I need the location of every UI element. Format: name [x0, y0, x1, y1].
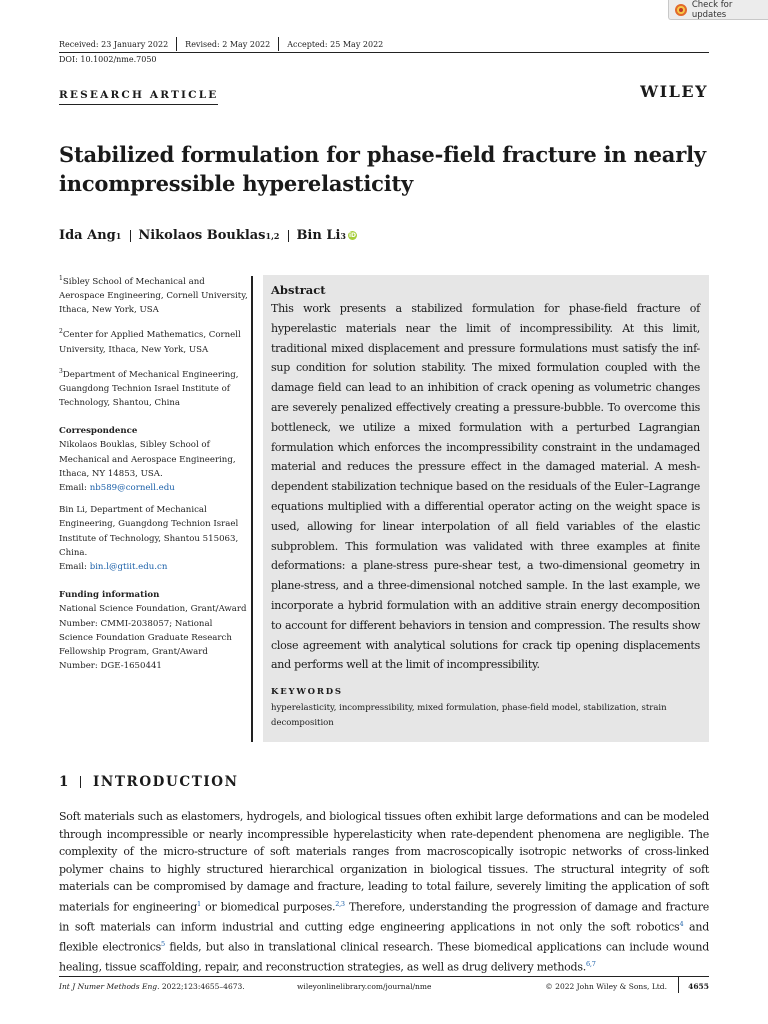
section-heading: [59, 774, 239, 790]
email-link[interactable]: bin.l@gtiit.edu.cn: [89, 562, 168, 573]
citation-ref[interactable]: 4: [679, 919, 684, 928]
intro-text: or biomedical purposes.: [200, 900, 336, 914]
funding-heading: Funding information: [59, 590, 160, 601]
page-number: 4655: [688, 982, 709, 991]
author-name[interactable]: Nikolaos Bouklas: [138, 228, 266, 243]
intro-text: Soft materials such as elastomers, hydrogels, and biological tissues often exhibit large deformations and can be modeled through incompressible or nearly incompressible hyperelasticity when rate-dependent phenomena are negligible. The complexity of the micro-structure of soft materials ranges from macroscopically isotropic networks of cross-linked polymer chains to highly structured hierarchical organization in biological tissues. The structural integrity of soft materials can be compromised by damage and fracture, leading to total failure, severely limiting the application of soft materials for engineering: [59, 810, 709, 914]
title-line-2: incompressible hyperelasticity: [59, 171, 414, 196]
affiliation: [59, 365, 249, 410]
author-list: [59, 228, 357, 243]
author-divider: [130, 230, 131, 242]
affiliation-text: Center for Applied Mathematics, Cornell University, Ithaca, New York, USA: [59, 330, 241, 355]
author-affiliation-sup[interactable]: 1,2: [265, 230, 280, 241]
author-affiliation-sup[interactable]: 3: [340, 230, 346, 241]
author-name[interactable]: Ida Ang: [59, 228, 116, 243]
title-line-1: Stabilized formulation for phase-field fracture in nearly: [59, 142, 706, 167]
section-number: 1: [59, 774, 70, 790]
journal-url[interactable]: wileyonlinelibrary.com/journal/nme: [297, 982, 432, 991]
affiliation-text: Sibley School of Mechanical and Aerospace Engineering, Cornell University, Ithaca, New York, USA: [59, 276, 248, 316]
correspondence-entry: [59, 503, 249, 574]
email-link[interactable]: nb589@cornell.edu: [89, 483, 175, 494]
footer-rule: [59, 976, 709, 977]
email-label: Email:: [59, 562, 87, 573]
author-name[interactable]: Bin Li: [296, 228, 341, 243]
section-divider: [80, 776, 81, 788]
affiliation-number: 1: [59, 275, 63, 282]
check-for-updates-button[interactable]: [668, 0, 768, 20]
date-divider: [278, 37, 279, 51]
intro-text: Therefore, understanding the progression of damage and fracture in soft materials can inform industrial and cutting edge engineering applications in not only the soft robotics: [59, 900, 709, 934]
affiliation: [59, 272, 249, 317]
affiliation-text: Department of Mechanical Engineering, Guangdong Technion Israel Institute of Technology, Shantou, China: [59, 369, 239, 408]
paper-title: [59, 140, 709, 198]
citation-ref[interactable]: 5: [161, 939, 165, 948]
journal-name: Int J Numer Methods Eng.: [59, 982, 160, 991]
affiliation: [59, 325, 249, 356]
footer-citation: [59, 982, 245, 991]
journal-volume: 2022;123:4655–4673.: [159, 982, 245, 991]
citation-ref[interactable]: 1: [197, 899, 201, 908]
revised-date: Revised: 2 May 2022: [185, 39, 271, 49]
doi[interactable]: DOI: 10.1002/nme.7050: [59, 55, 157, 64]
section-title: INTRODUCTION: [93, 774, 239, 790]
date-divider: [176, 37, 177, 51]
affiliation-number: 2: [59, 328, 63, 336]
check-for-updates-label: Check for updates: [691, 0, 733, 20]
sidebar: [59, 272, 249, 681]
crossmark-icon: [675, 4, 687, 16]
citation-ref[interactable]: 6,7: [586, 959, 596, 968]
intro-text: fields, but also in translational clinical research. These biomedical applications can include wound healing, tissue scaffolding, repair, and reconstruction strategies, as well as drug delivery methods.: [59, 940, 709, 974]
keywords-heading: KEYWORDS: [271, 687, 343, 698]
orcid-icon[interactable]: iD: [348, 232, 357, 239]
correspondence-address: Bin Li, Department of Mechanical Engineering, Guangdong Technion Israel Institute of Technology, Shantou 515063, China.: [59, 505, 239, 558]
correspondence-heading: Correspondence: [59, 426, 138, 437]
citation-ref[interactable]: 2,3: [335, 899, 345, 908]
intro-paragraph: [59, 808, 709, 976]
author-divider: [288, 230, 289, 242]
abstract-text: This work presents a stabilized formulation for phase-field fracture of hyperelastic materials near the limit of incompressibility. At this limit, traditional mixed displacement and pressure formulations must satisfy the inf-sup condition for solution stability. The mixed formulation coupled with the damage field can lead to an inhibition of crack opening as volumetric changes are severely penalized effectively creating a pressure-bubble. To overcome this bottleneck, we utilize a mixed formulation with a perturbed Lagrangian formulation which enforces the incompressibility constraint in the undamaged material and reduces the pressure effect in the damaged material. A mesh-dependent stabilization technique based on the residuals of the Euler–Lagrange equations multiplied with a differential operator acting on the weight space is used, allowing for linear interpolation of all field variables of the elastic subproblem. This formulation was validated with three examples at finite deformations: a plane-stress pure-shear test, a two-dimensional geometry in plane-stress, and a three-dimensional notched sample. In the last example, we incorporate a hybrid formulation with an additive strain energy decomposition to account for different behaviors in tension and compression. The results show close agreement with analytical solutions for crack tip opening displacements and performs well at the limit of incompressibility.: [271, 302, 700, 672]
email-label: Email:: [59, 483, 87, 494]
copyright: © 2022 John Wiley & Sons, Ltd.: [545, 982, 667, 991]
affiliation-number: 3: [59, 367, 63, 375]
article-type: RESEARCH ARTICLE: [59, 89, 218, 105]
received-date: Received: 23 January 2022: [59, 39, 169, 49]
correspondence-entry: [59, 438, 249, 495]
publisher-logo: WILEY: [640, 82, 708, 101]
header-rule: [59, 52, 709, 53]
footer-divider: [678, 977, 679, 993]
author-affiliation-sup[interactable]: 1: [115, 230, 122, 241]
funding-text: [59, 602, 249, 673]
intro-text: and flexible electronics: [59, 920, 709, 954]
accepted-date: Accepted: 25 May 2022: [287, 39, 384, 49]
correspondence-address: Nikolaos Bouklas, Sibley School of Mechanical and Aerospace Engineering, Ithaca, NY 14853, USA.: [59, 440, 236, 479]
article-dates: [59, 37, 383, 51]
abstract-heading: Abstract: [271, 283, 326, 297]
keywords-list: hyperelasticity, incompressibility, mixed formulation, phase-field model, stabilization, strain decomposition: [271, 703, 667, 729]
funding-grant: National Science Foundation Graduate Research Fellowship Program, Grant/Award Number: DGE-1650441: [59, 618, 232, 672]
funding-grant: National Science Foundation, Grant/Award Number: CMMI-2038057;: [59, 604, 247, 629]
page-footer: [59, 982, 709, 991]
column-divider: [251, 276, 253, 742]
abstract-box: [263, 275, 709, 742]
